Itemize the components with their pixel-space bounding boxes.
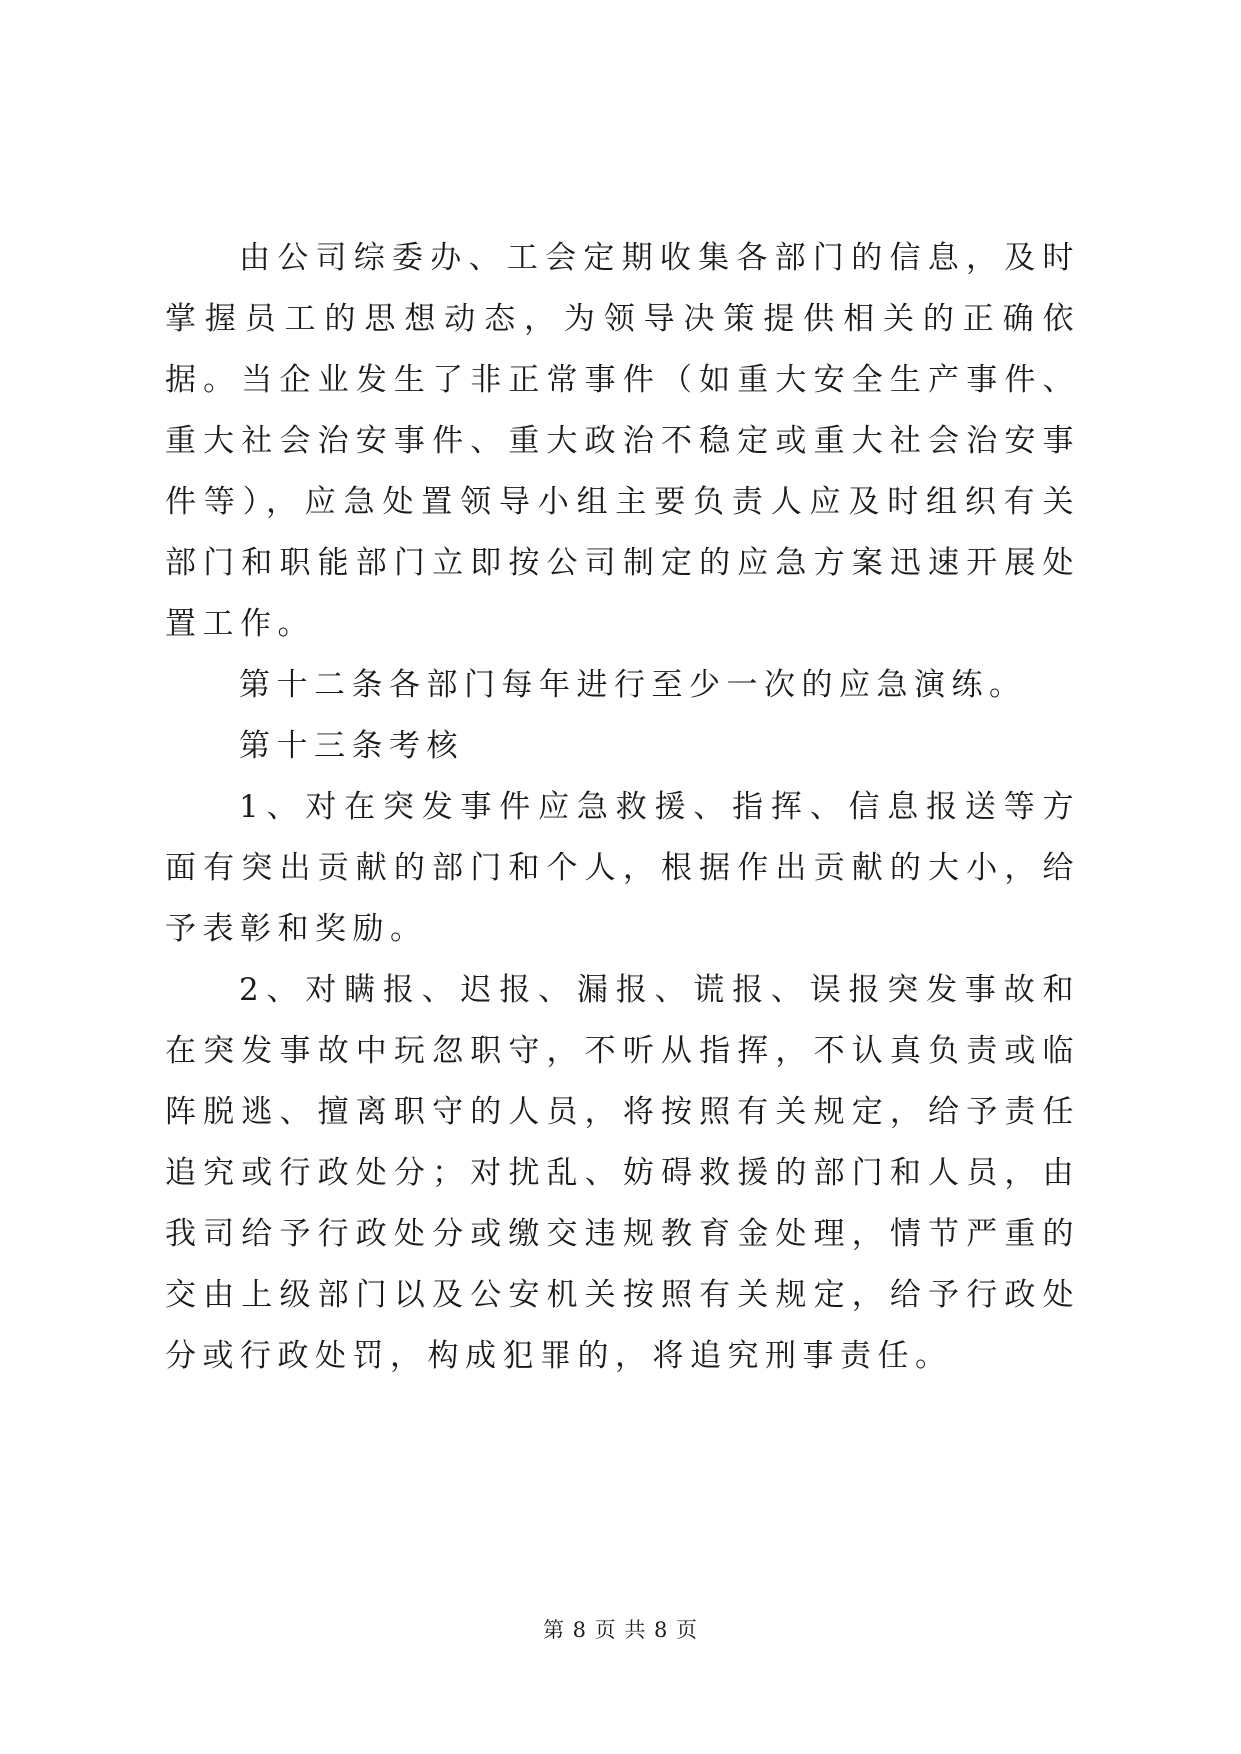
paragraph-article-13-item-2: 2、对瞒报、迟报、漏报、谎报、误报突发事故和在突发事故中玩忽职守，不听从指挥，不认真负责或临阵脱逃、擅离职守的人员，将按照有关规定，给予责任追究或行政处分；对扰乱、妨碍救援的部门和人员，由我司给予行政处分或缴交违规教育金处理，情节严重的交由上级部门以及公安机关按照有关规定，给予行政处分或行政处罚，构成犯罪的，将追究刑事责任。 — [165, 972, 1080, 1374]
paragraph-emergency-info: 由公司综委办、工会定期收集各部门的信息，及时掌握员工的思想动态，为领导决策提供相关的正确依据。当企业发生了非正常事件（如重大安全生产事件、重大社会治安事件、重大政治不稳定或重大社会治安事件等），应急处置领导小组主要负责人应及时组织有关部门和职能部门立即按公司制定的应急方案迅速开展处置工作。 — [165, 240, 1080, 642]
paragraph-article-12: 第十二条各部门每年进行至少一次的应急演练。 — [239, 667, 1027, 703]
paragraph-article-13-heading: 第十三条考核 — [239, 728, 464, 764]
document-body — [165, 228, 1080, 1387]
paragraph-article-13-item-1: 1、对在突发事件应急救援、指挥、信息报送等方面有突出贡献的部门和个人，根据作出贡献的大小，给予表彰和奖励。 — [165, 789, 1080, 947]
page-footer: 第 8 页 共 8 页 — [542, 1618, 699, 1642]
